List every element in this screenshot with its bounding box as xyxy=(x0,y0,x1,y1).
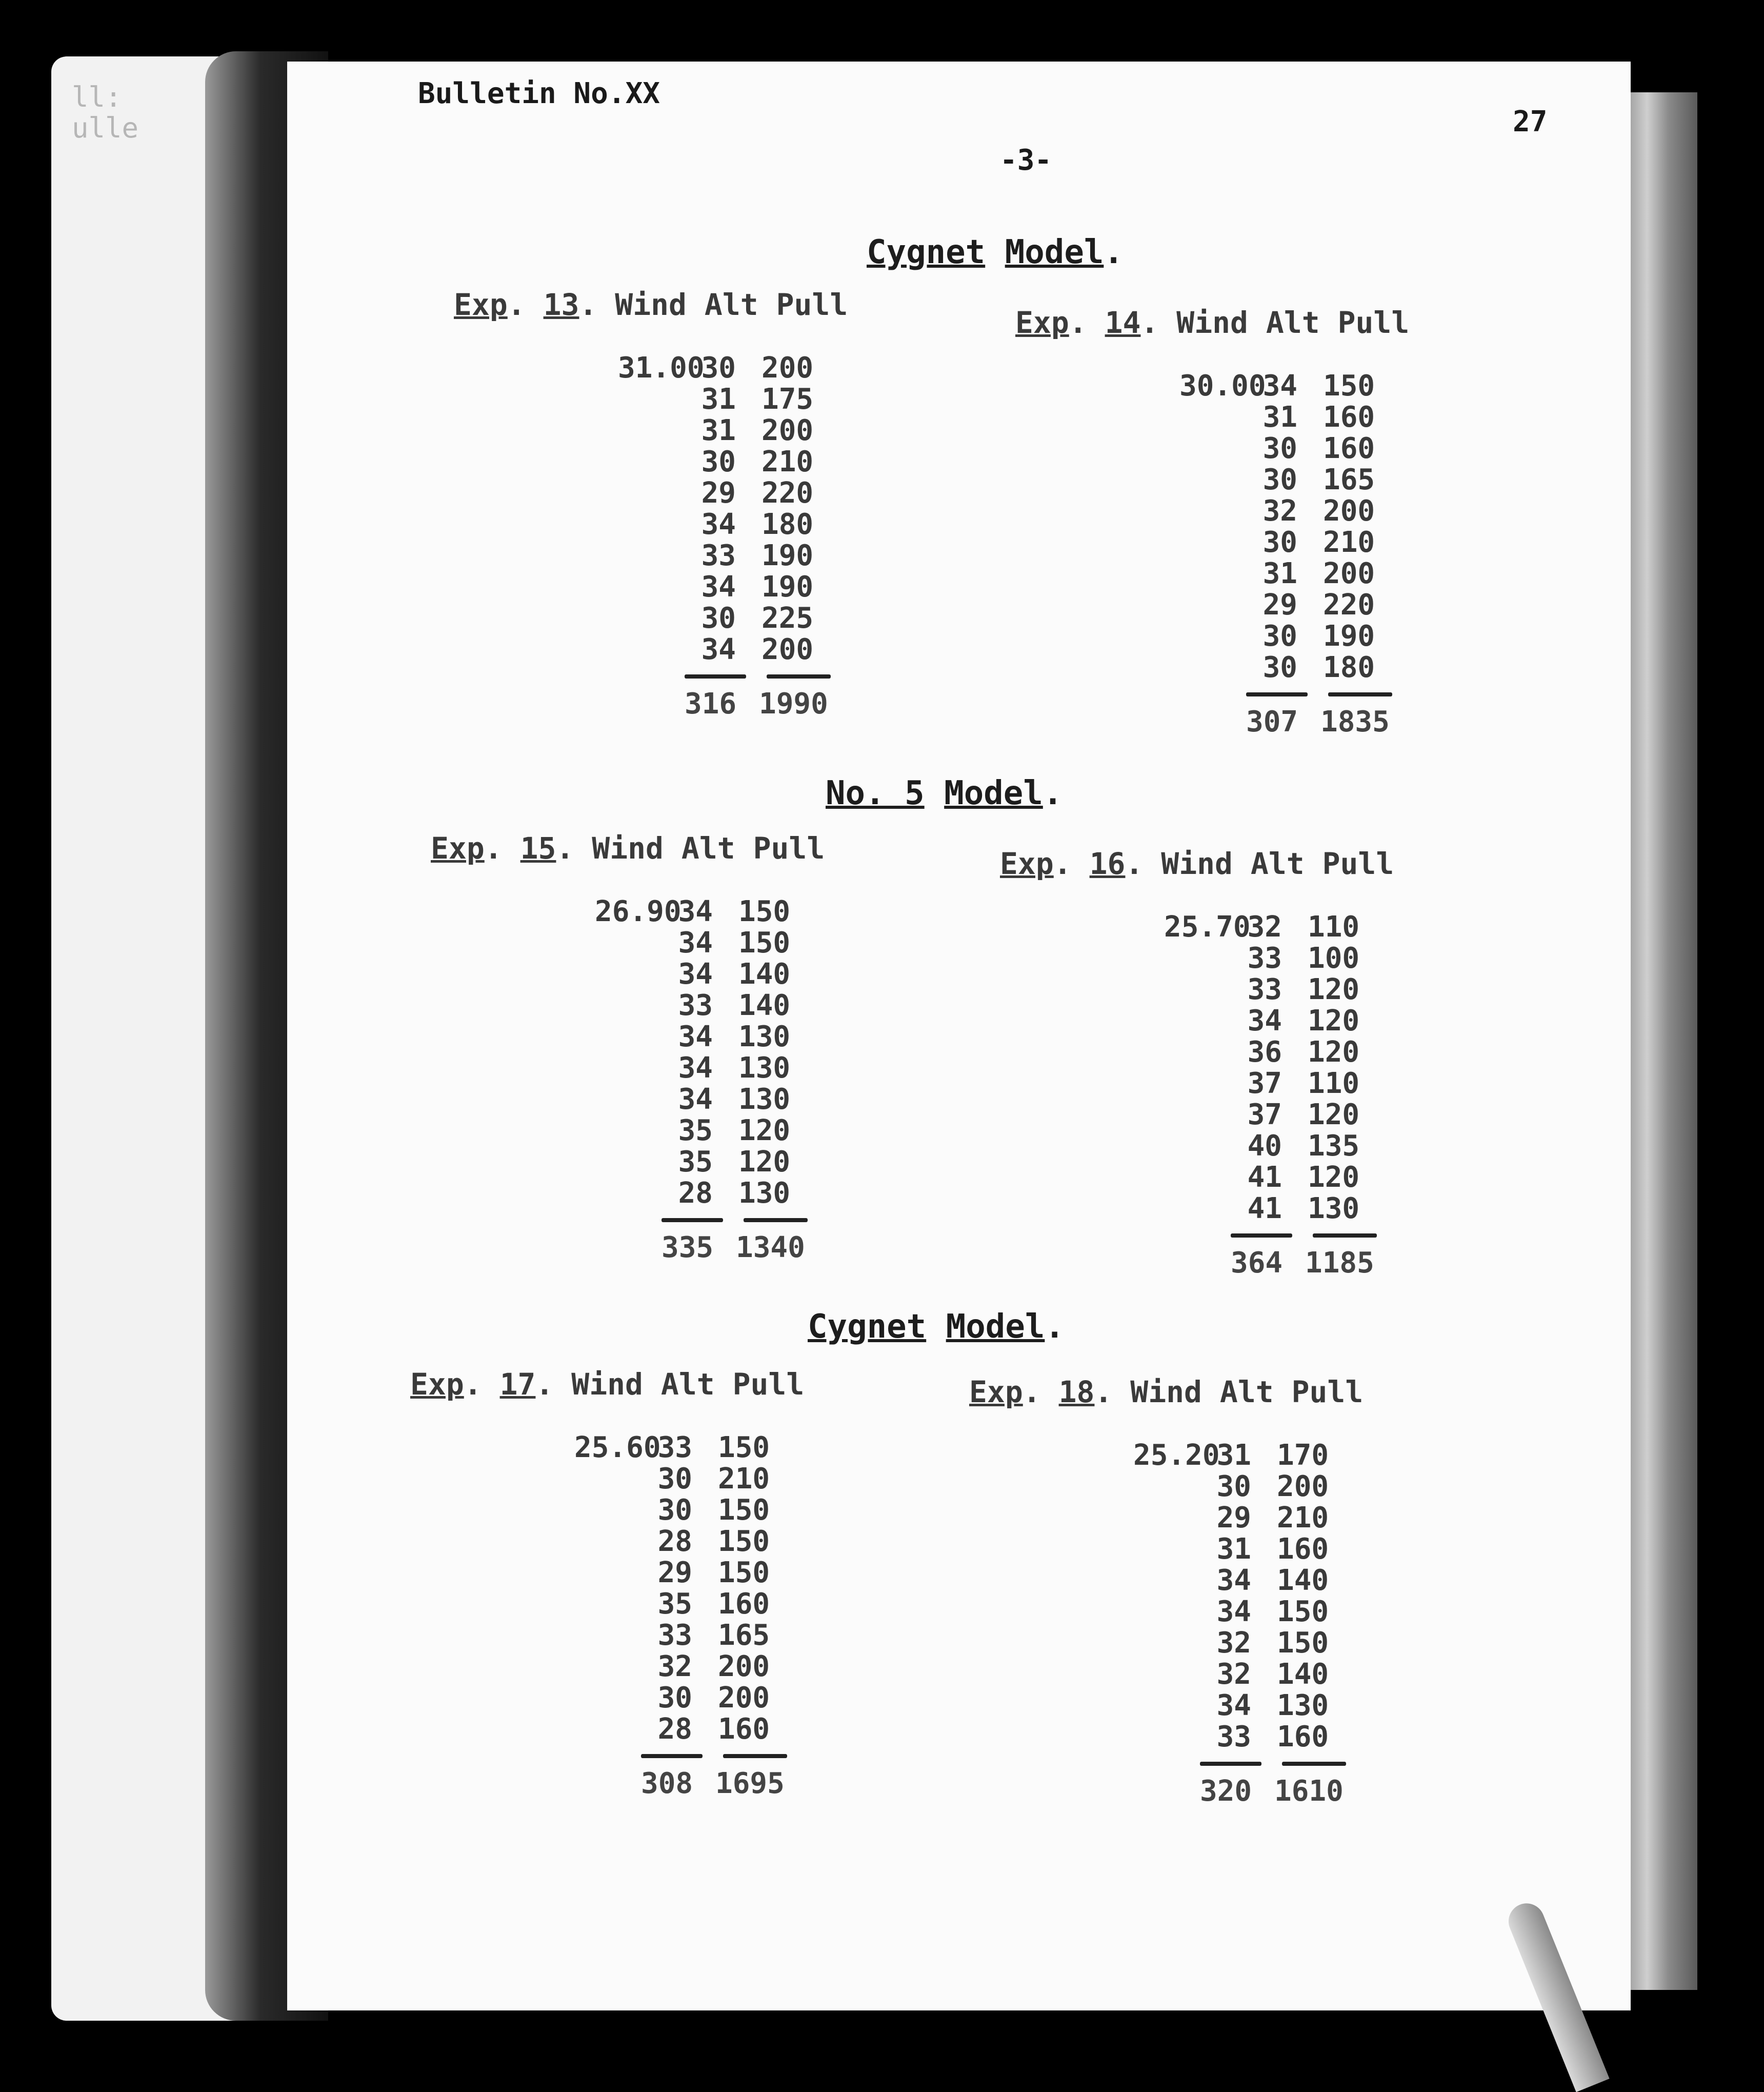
alt-total: 308 xyxy=(641,1767,693,1800)
alt-value: 31 xyxy=(1216,1439,1251,1472)
pull-value: 210 xyxy=(1277,1501,1329,1535)
pull-value: 210 xyxy=(1323,526,1375,559)
exp-label: Exp xyxy=(454,287,508,322)
section-title-period: . xyxy=(1045,1308,1065,1346)
alt-sum-rule xyxy=(685,674,746,679)
alt-value: 31 xyxy=(1216,1532,1251,1566)
alt-value: 28 xyxy=(678,1177,713,1210)
alt-value: 30 xyxy=(1262,651,1297,684)
left-ghost-line: ulle xyxy=(72,112,139,144)
pull-value: 165 xyxy=(1323,463,1375,496)
pull-value: 130 xyxy=(1308,1192,1360,1225)
column-head-pull: Pull xyxy=(732,1367,805,1402)
alt-value: 33 xyxy=(1247,942,1282,975)
page-mark: -3- xyxy=(1000,144,1052,177)
pull-value: 200 xyxy=(1323,494,1375,528)
alt-value: 29 xyxy=(1262,588,1297,622)
alt-value: 34 xyxy=(678,895,713,928)
pull-value: 200 xyxy=(718,1650,770,1683)
alt-value: 32 xyxy=(1216,1626,1251,1660)
section-title-word: No. 5 xyxy=(826,774,925,812)
pull-value: 150 xyxy=(718,1556,770,1589)
pull-total: 1990 xyxy=(759,687,828,721)
exp-number: 18 xyxy=(1058,1374,1095,1409)
pull-value: 160 xyxy=(718,1587,770,1621)
alt-total: 335 xyxy=(662,1231,714,1264)
pull-value: 140 xyxy=(738,989,791,1022)
wind-value: 25.60 xyxy=(574,1431,661,1464)
column-head-pull: Pull xyxy=(1291,1374,1364,1409)
pull-value: 200 xyxy=(1323,557,1375,590)
wind-value: 25.70 xyxy=(1164,910,1251,944)
section-title xyxy=(826,774,1063,812)
section-title-word: Cygnet xyxy=(867,233,986,271)
pull-value: 190 xyxy=(1323,620,1375,653)
alt-value: 31 xyxy=(701,383,736,416)
pull-value: 130 xyxy=(738,1020,791,1053)
pull-value: 120 xyxy=(738,1145,791,1179)
left-page-bleed-text xyxy=(72,82,138,144)
document-page xyxy=(287,62,1631,2010)
exp-label: Exp xyxy=(410,1367,464,1402)
pull-value: 225 xyxy=(761,602,814,635)
pull-value: 170 xyxy=(1277,1439,1329,1472)
alt-value: 29 xyxy=(657,1556,692,1589)
alt-sum-rule xyxy=(1231,1233,1292,1238)
exp-number: 16 xyxy=(1089,846,1126,881)
wind-value: 30.00 xyxy=(1179,369,1266,403)
alt-value: 31 xyxy=(701,414,736,447)
alt-sum-rule xyxy=(641,1754,703,1758)
pull-value: 140 xyxy=(1277,1658,1329,1691)
experiment-header: Exp. 18. Wind Alt Pull xyxy=(969,1374,1364,1409)
page-folio: 27 xyxy=(1513,105,1548,138)
alt-value: 34 xyxy=(1216,1564,1251,1597)
pull-value: 200 xyxy=(1277,1470,1329,1503)
experiment-header: Exp. 14. Wind Alt Pull xyxy=(1015,305,1410,340)
pull-value: 200 xyxy=(718,1681,770,1715)
pull-value: 130 xyxy=(738,1083,791,1116)
column-head-wind: Wind xyxy=(571,1367,643,1402)
column-head-pull: Pull xyxy=(753,831,825,866)
pull-value: 120 xyxy=(1308,1161,1360,1194)
alt-value: 30 xyxy=(1216,1470,1251,1503)
pull-value: 190 xyxy=(761,539,814,572)
pull-value: 120 xyxy=(1308,973,1360,1006)
pull-total: 1835 xyxy=(1320,705,1390,739)
section-title-word: Model xyxy=(946,1308,1045,1346)
alt-value: 32 xyxy=(1262,494,1297,528)
alt-value: 34 xyxy=(678,1051,713,1085)
exp-label: Exp xyxy=(969,1374,1023,1409)
experiment-header: Exp. 17. Wind Alt Pull xyxy=(410,1367,805,1402)
alt-value: 34 xyxy=(678,1083,713,1116)
experiment-header: Exp. 15. Wind Alt Pull xyxy=(431,831,825,866)
alt-total: 307 xyxy=(1246,705,1298,739)
column-head-pull: Pull xyxy=(1322,846,1394,881)
alt-value: 36 xyxy=(1247,1035,1282,1069)
alt-value: 40 xyxy=(1247,1129,1282,1163)
exp-number: 17 xyxy=(499,1367,536,1402)
page-stack-edge xyxy=(1626,92,1697,1990)
alt-value: 33 xyxy=(1247,973,1282,1006)
column-head-alt: Alt xyxy=(660,1367,715,1402)
alt-value: 41 xyxy=(1247,1161,1282,1194)
alt-value: 32 xyxy=(657,1650,692,1683)
alt-value: 31 xyxy=(1262,557,1297,590)
column-head-alt: Alt xyxy=(1219,1374,1274,1409)
section-title-word: Cygnet xyxy=(808,1308,927,1346)
alt-value: 30 xyxy=(1262,463,1297,496)
left-ghost-line: ll: xyxy=(72,81,122,113)
pull-value: 200 xyxy=(761,633,814,666)
alt-total: 364 xyxy=(1231,1246,1283,1280)
alt-value: 34 xyxy=(701,570,736,604)
alt-value: 37 xyxy=(1247,1067,1282,1100)
pull-value: 130 xyxy=(738,1051,791,1085)
alt-value: 32 xyxy=(1216,1658,1251,1691)
pull-value: 110 xyxy=(1308,1067,1360,1100)
alt-value: 33 xyxy=(657,1619,692,1652)
column-head-alt: Alt xyxy=(681,831,735,866)
alt-value: 35 xyxy=(657,1587,692,1621)
alt-value: 30 xyxy=(1262,432,1297,465)
alt-value: 31 xyxy=(1262,401,1297,434)
pull-value: 150 xyxy=(738,926,791,960)
experiment-header: Exp. 13. Wind Alt Pull xyxy=(454,287,848,322)
pull-total: 1695 xyxy=(715,1767,785,1800)
alt-value: 30 xyxy=(657,1681,692,1715)
alt-value: 30 xyxy=(657,1493,692,1527)
pull-value: 200 xyxy=(761,414,814,447)
column-head-wind: Wind xyxy=(615,287,687,322)
pull-sum-rule xyxy=(1313,1233,1377,1238)
exp-number: 15 xyxy=(520,831,556,866)
alt-value: 32 xyxy=(1247,910,1282,944)
column-head-alt: Alt xyxy=(1250,846,1305,881)
pull-value: 120 xyxy=(1308,1004,1360,1038)
wind-value: 31.00 xyxy=(618,351,705,385)
alt-value: 28 xyxy=(657,1525,692,1558)
pull-value: 150 xyxy=(1323,369,1375,403)
pull-value: 110 xyxy=(1308,910,1360,944)
section-title-word: Model xyxy=(944,774,1043,812)
pull-sum-rule xyxy=(767,674,831,679)
pull-value: 140 xyxy=(1277,1564,1329,1597)
pull-value: 120 xyxy=(1308,1035,1360,1069)
section-title-word: Model xyxy=(1005,233,1104,271)
alt-value: 34 xyxy=(1216,1595,1251,1628)
pull-value: 180 xyxy=(1323,651,1375,684)
pull-value: 175 xyxy=(761,383,814,416)
alt-value: 30 xyxy=(701,602,736,635)
pull-value: 150 xyxy=(738,895,791,928)
alt-value: 34 xyxy=(678,926,713,960)
alt-value: 34 xyxy=(1262,369,1297,403)
pull-value: 210 xyxy=(718,1462,770,1496)
pull-value: 150 xyxy=(718,1525,770,1558)
pull-value: 160 xyxy=(1277,1720,1329,1754)
pull-sum-rule xyxy=(723,1754,787,1758)
experiment-header: Exp. 16. Wind Alt Pull xyxy=(1000,846,1394,881)
alt-sum-rule xyxy=(1246,692,1308,696)
pull-sum-rule xyxy=(1328,692,1392,696)
column-head-wind: Wind xyxy=(1161,846,1233,881)
alt-value: 35 xyxy=(678,1145,713,1179)
alt-value: 34 xyxy=(701,633,736,666)
pull-value: 135 xyxy=(1308,1129,1360,1163)
pull-value: 150 xyxy=(718,1431,770,1464)
alt-value: 37 xyxy=(1247,1098,1282,1131)
pull-value: 100 xyxy=(1308,942,1360,975)
pull-value: 150 xyxy=(718,1493,770,1527)
column-head-alt: Alt xyxy=(1266,305,1320,340)
pull-value: 150 xyxy=(1277,1595,1329,1628)
pull-value: 150 xyxy=(1277,1626,1329,1660)
pull-value: 160 xyxy=(1323,401,1375,434)
alt-value: 41 xyxy=(1247,1192,1282,1225)
pull-value: 140 xyxy=(738,958,791,991)
pull-value: 190 xyxy=(761,570,814,604)
alt-value: 34 xyxy=(701,508,736,541)
column-head-pull: Pull xyxy=(1337,305,1410,340)
pull-value: 120 xyxy=(738,1114,791,1147)
exp-label: Exp xyxy=(431,831,485,866)
section-title xyxy=(867,233,1124,271)
section-title xyxy=(808,1308,1065,1346)
pull-value: 160 xyxy=(1323,432,1375,465)
alt-value: 29 xyxy=(1216,1501,1251,1535)
alt-value: 33 xyxy=(657,1431,692,1464)
alt-value: 34 xyxy=(1216,1689,1251,1722)
pull-value: 160 xyxy=(1277,1532,1329,1566)
alt-value: 30 xyxy=(657,1462,692,1496)
alt-value: 30 xyxy=(1262,526,1297,559)
alt-value: 28 xyxy=(657,1712,692,1746)
pull-total: 1340 xyxy=(736,1231,805,1264)
column-head-alt: Alt xyxy=(704,287,758,322)
alt-value: 30 xyxy=(701,445,736,479)
exp-label: Exp xyxy=(1015,305,1069,340)
section-title-period: . xyxy=(1043,774,1063,812)
alt-total: 320 xyxy=(1200,1775,1252,1808)
pull-value: 160 xyxy=(718,1712,770,1746)
alt-value: 35 xyxy=(678,1114,713,1147)
wind-value: 26.90 xyxy=(595,895,681,928)
alt-value: 34 xyxy=(1247,1004,1282,1038)
pull-sum-rule xyxy=(744,1218,808,1222)
alt-sum-rule xyxy=(1200,1762,1261,1766)
alt-value: 34 xyxy=(678,1020,713,1053)
section-title-period: . xyxy=(1104,233,1124,271)
column-head-wind: Wind xyxy=(1130,1374,1202,1409)
exp-number: 14 xyxy=(1105,305,1141,340)
pull-value: 130 xyxy=(1277,1689,1329,1722)
alt-total: 316 xyxy=(685,687,737,721)
pull-value: 220 xyxy=(761,476,814,510)
alt-value: 34 xyxy=(678,958,713,991)
exp-label: Exp xyxy=(1000,846,1054,881)
alt-value: 33 xyxy=(678,989,713,1022)
column-head-pull: Pull xyxy=(776,287,848,322)
bulletin-header: Bulletin No.XX xyxy=(418,77,660,110)
pull-value: 130 xyxy=(738,1177,791,1210)
pull-value: 200 xyxy=(761,351,814,385)
pull-sum-rule xyxy=(1282,1762,1346,1766)
pull-value: 165 xyxy=(718,1619,770,1652)
exp-number: 13 xyxy=(543,287,579,322)
alt-value: 29 xyxy=(701,476,736,510)
alt-value: 30 xyxy=(1262,620,1297,653)
alt-value: 33 xyxy=(1216,1720,1251,1754)
column-head-wind: Wind xyxy=(1176,305,1248,340)
alt-value: 33 xyxy=(701,539,736,572)
pull-value: 180 xyxy=(761,508,814,541)
pull-total: 1185 xyxy=(1305,1246,1374,1280)
pull-total: 1610 xyxy=(1274,1775,1344,1808)
column-head-wind: Wind xyxy=(592,831,664,866)
alt-value: 30 xyxy=(701,351,736,385)
wind-value: 25.20 xyxy=(1133,1439,1220,1472)
pull-value: 210 xyxy=(761,445,814,479)
pull-value: 120 xyxy=(1308,1098,1360,1131)
pull-value: 220 xyxy=(1323,588,1375,622)
alt-sum-rule xyxy=(662,1218,723,1222)
